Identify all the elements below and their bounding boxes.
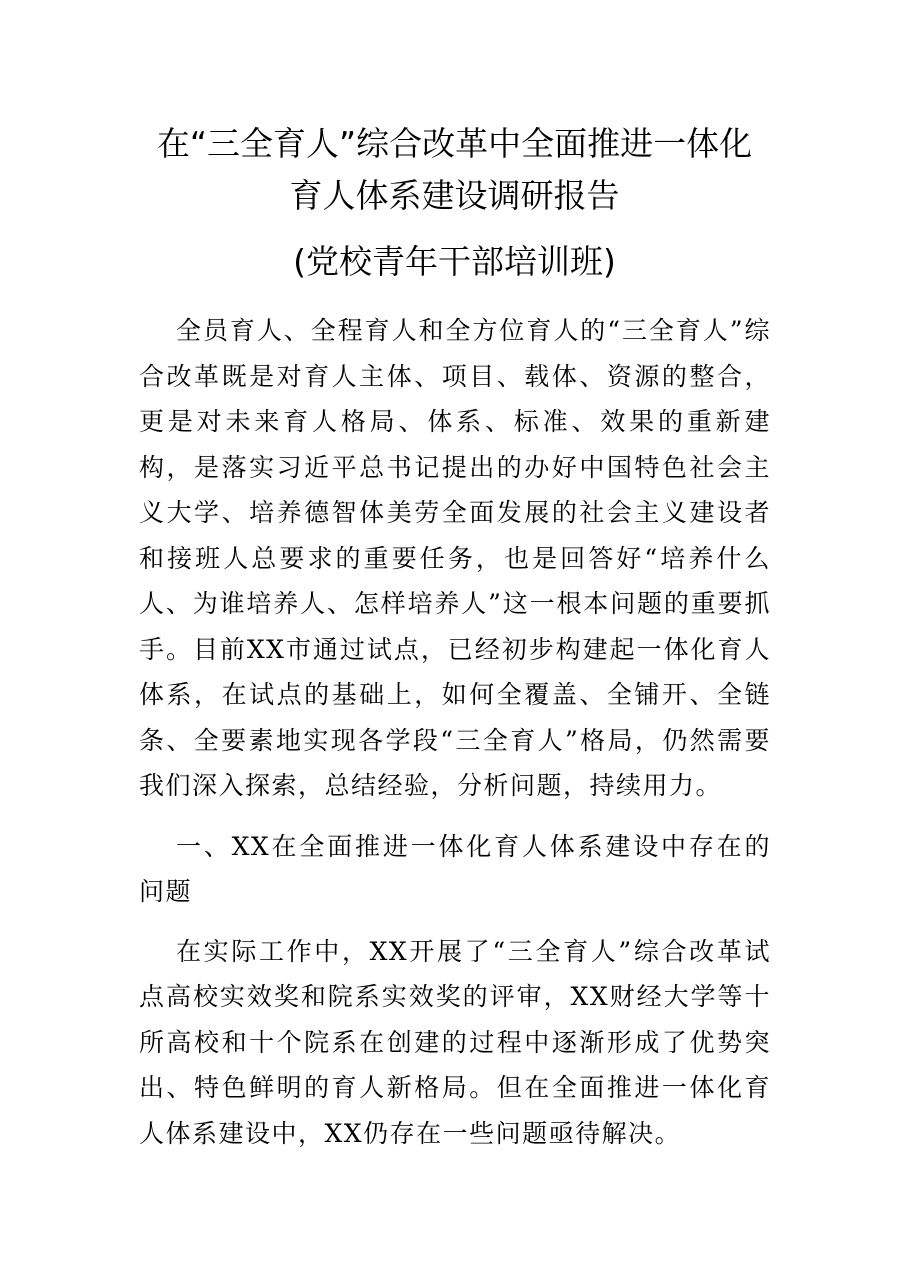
title-line-2: 育人体系建设调研报告 xyxy=(289,176,620,215)
intro-paragraph: 全员育人、全程育人和全方位育人的“三全育人”综合改革既是对育人主体、项目、载体、资源的整合，更是对未来育人格局、体系、标准、效果的重新建构，是落实习近平总书记提出的办好中国特色社会主义大学、培养德智体美劳全面发展的社会主义建设者和接班人总要求的重要任务，也是回答好“培养什么人、为谁培养人、怎样培养人”这一根本问题的重要抓手。目前XX市通过试点，已经初步构建起一体化育人体系，在试点的基础上，如何全覆盖、全铺开、全链条、全要素地实现各学段“三全育人”格局，仍然需要我们深入探索，总结经验，分析问题，持续用力。 xyxy=(139,316,771,800)
document-body xyxy=(139,308,771,1171)
document-subtitle: (党校青年干部培训班) xyxy=(293,242,616,281)
title-line-1: 在“三全育人”综合改革中全面推进一体化 xyxy=(156,124,753,163)
section-heading: 一、XX在全面推进一体化育人体系建设中存在的问题 xyxy=(139,831,771,906)
document-title xyxy=(100,118,809,222)
section-paragraph: 在实际工作中，XX开展了“三全育人”综合改革试点高校实效奖和院系实效奖的评审，XX财经大学等十所高校和十个院系在创建的过程中逐渐形成了优势突出、特色鲜明的育人新格局。但在全面推进一体化育人体系建设中，XX仍存在一些问题亟待解决。 xyxy=(139,936,771,1148)
